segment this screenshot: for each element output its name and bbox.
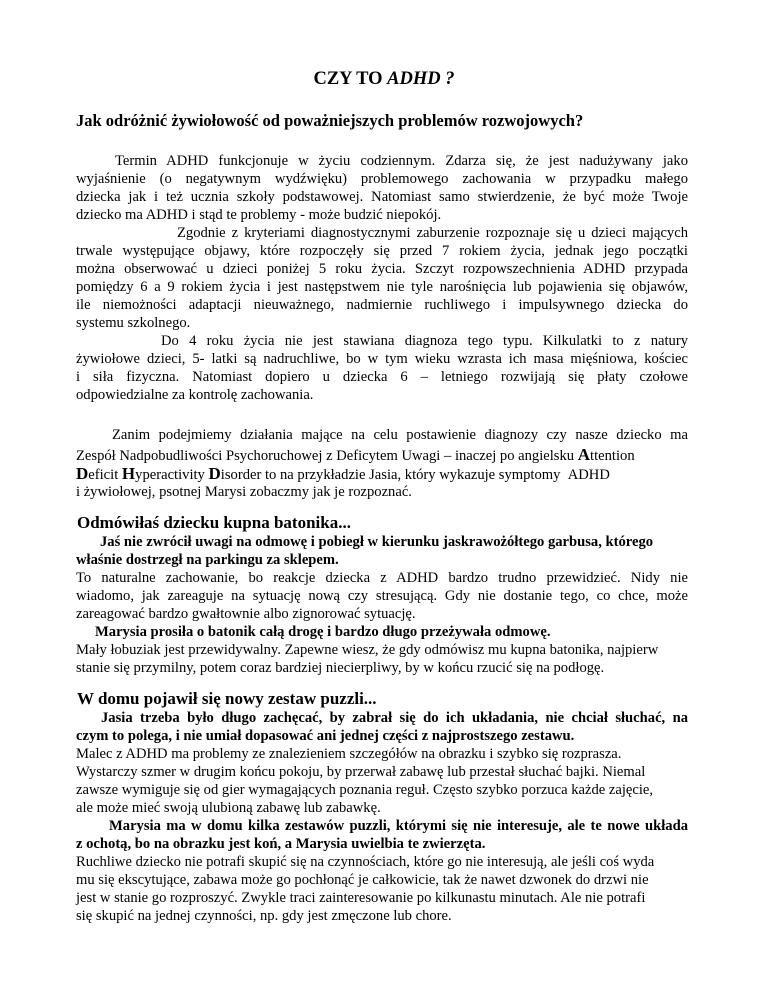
section2-line: Ruchliwe dziecko nie potrafi skupić się na czynnościach, które go nie interesują, ale jeśli coś wyda xyxy=(76,854,655,870)
zanim-line: Zespół Nadpobudliwości Psychoruchowej z Deficytem Uwagi – inaczej po angielsku Attention xyxy=(76,445,635,464)
section2-bold-line: Marysia ma w domu kilka zestawów puzzli, którymi się nie interesuje, ale te nowe układa xyxy=(109,818,688,834)
section1-line: stanie się przymilny, potem coraz bardziej niecierpliwy, by w końcu rzucić się na podłogę. xyxy=(76,660,605,676)
section-heading-puzzle: W domu pojawił się nowy zestaw puzzli... xyxy=(77,689,377,708)
section1-line: Mały łobuziak jest przewidywalny. Zapewne wiesz, że gdy odmówisz mu kupna batonika, najpierw xyxy=(76,642,659,658)
section-heading-batonik: Odmówiłaś dziecku kupna batonika... xyxy=(77,513,351,532)
section1-bold-line: właśnie dostrzegł na parkingu za sklepem. xyxy=(76,552,339,568)
section2-bold-line: Jasia trzeba było długo zachęcać, by zabrał się do ich układania, nie chciał słuchać, na xyxy=(101,710,688,726)
intro-line: wyjaśnienie (o negatywnym wydźwięku) problemowego zachowania w przypadku małego xyxy=(76,171,688,187)
intro-line: dziecko ma ADHD i stąd te problemy - może budzić niepokój. xyxy=(76,207,442,223)
section2-line: Malec z ADHD ma problemy ze znalezieniem szczegółów na obrazku i szybko się rozprasza. xyxy=(76,746,622,762)
subtitle-heading: Jak odróżnić żywiołowość od poważniejszych problemów rozwojowych? xyxy=(76,111,584,130)
zanim-line: Zanim podejmiemy działania mające na celu postawienie diagnozy czy nasze dziecko ma xyxy=(112,427,688,443)
intro-line: pomiędzy 6 a 9 rokiem życia i jest następstwem nie tyle narośnięcia lub pojawienia się objawów, xyxy=(76,279,688,295)
intro-line: Zgodnie z kryteriami diagnostycznymi zaburzenie rozpoznaje się u dzieci mających xyxy=(177,225,688,241)
section2-line: się skupić na jednej czynności, np. gdy jest zmęczone lub chore. xyxy=(76,908,452,924)
intro-line: systemu szkolnego. xyxy=(76,315,191,331)
section1-line: zareagować bardzo gwałtownie albo zignorować sytuację. xyxy=(76,606,416,622)
section1-line: wiadomo, jak zareaguje na sytuację nową czy stresującą. Gdy nie dostanie tego, co chce, może xyxy=(76,588,688,604)
intro-line: odpowiedzialne za kontrolę zachowania. xyxy=(76,387,314,403)
section1-bold-line: Jaś nie zwrócił uwagi na odmowę i pobiegł w kierunku jaskrawożółtego garbusa, którego xyxy=(100,534,654,550)
intro-line: żywiołowe dzieci, 5- latki są nadruchliwe, bo w tym wieku wzrasta ich masa mięśniowa, kościec xyxy=(76,351,688,367)
section1-line: To naturalne zachowanie, bo reakcje dziecka z ADHD bardzo trudno przewidzieć. Nidy nie xyxy=(76,570,688,586)
section2-line: mu się ekscytujące, zabawa może go pochłonąć je całkowicie, tak że nawet dzwonek do drzwi nie xyxy=(76,872,649,888)
intro-line: ile niemożności adaptacji nieuważnego, nadmiernie ruchliwego i impulsywnego dziecka do xyxy=(76,297,688,313)
section2-line: ale może mieć swoją ulubioną zabawę lub zabawkę. xyxy=(76,800,381,816)
section2-line: zawsze wymiguje się od gier wymagających poznania reguł. Często szybko porzuca każde zajęcie, xyxy=(76,782,654,798)
intro-line: dziecka jak i też ucznia szkoły podstawowej. Natomiast samo stwierdzenie, że być może Twoje xyxy=(76,189,688,205)
intro-line: Do 4 roku życia nie jest stawiana diagnoza tego typu. Kilkulatki to z natury xyxy=(161,333,688,349)
section2-line: jest w stanie go rozproszyć. Zwykle traci zainteresowanie po kilkunastu minutach. Ale nie potrafi xyxy=(76,890,646,906)
intro-line: i siła fizyczna. Natomiast dopiero u dziecka 6 – letniego rozwijają się płaty czołowe xyxy=(76,369,688,385)
section2-bold-line: czym to polega, i nie umiał dopasować ani jednej części z najprostszego zestawu. xyxy=(76,728,575,744)
zanim-line: i żywiołowej, psotnej Marysi zobaczmy jak je rozpoznać. xyxy=(76,484,412,500)
zanim-line: Deficit Hyperactivity Disorder to na przykładzie Jasia, który wykazuje symptomy ADHD xyxy=(76,464,610,483)
page-title: CZY TO ADHD ? xyxy=(313,69,455,89)
section2-bold-line: z ochotą, bo na obrazku jest koń, a Marysia uwielbia te zwierzęta. xyxy=(76,836,486,852)
section2-line: Wystarczy szmer w drugim końcu pokoju, by przerwał zabawę lub przestał słuchać bajki. Niemal xyxy=(76,764,646,780)
intro-line: Termin ADHD funkcjonuje w życiu codziennym. Zdarza się, że jest nadużywany jako xyxy=(115,153,688,169)
intro-line: trwale występujące objawy, które rozpoczęły się przed 7 rokiem życia, jednak jego początki xyxy=(76,243,688,259)
section1-bold-line: Marysia prosiła o batonik całą drogę i bardzo długo przeżywała odmowę. xyxy=(95,624,551,640)
intro-line: można obserwować u dzieci poniżej 5 roku życia. Szczyt rozpowszechnienia ADHD przypada xyxy=(76,261,688,277)
